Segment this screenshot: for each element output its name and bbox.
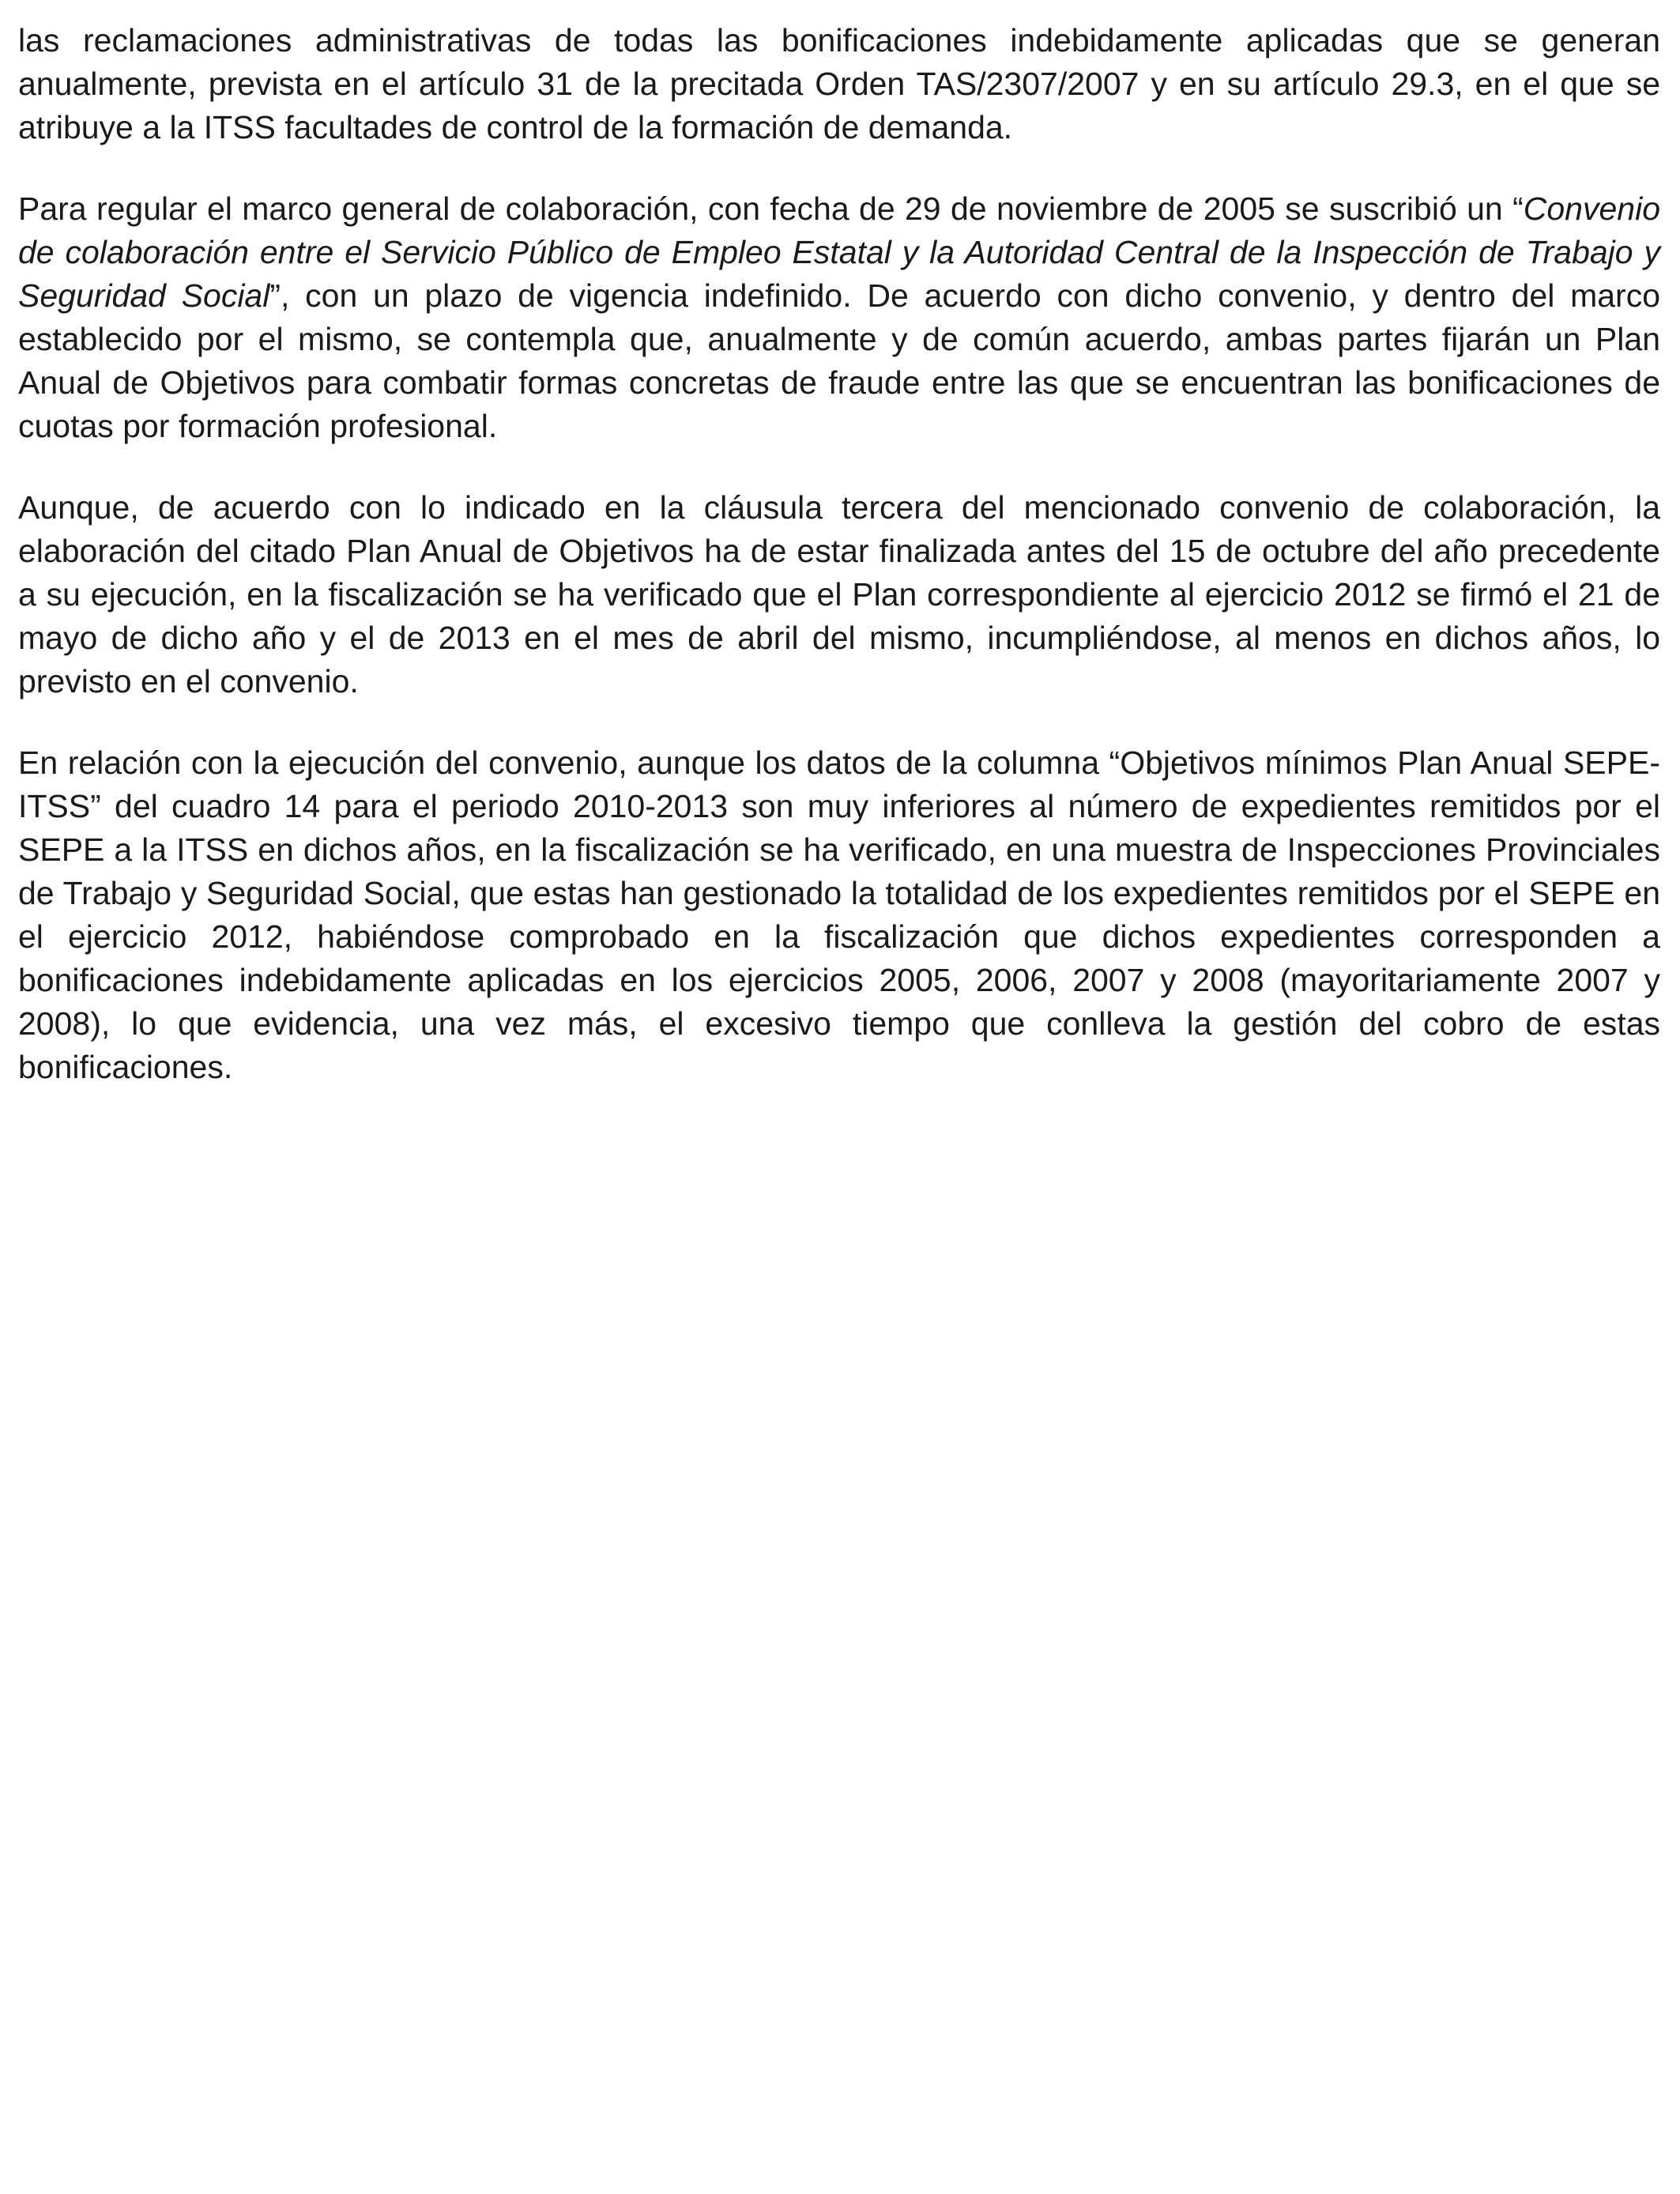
paragraph-ejecucion-convenio: En relación con la ejecución del convenio, aunque los datos de la columna “Objetivos mínimos Plan Anual SEPE-ITSS” del cuadro 14 para el periodo 2010-2013 son muy inferiores al número de expedientes remitidos por el SEPE a la ITSS en dichos años, en la fiscalización se ha verificado, en una muestra de Inspecciones Provinciales de Trabajo y Seguridad Social, que estas han gestionado la totalidad de los expedientes remitidos por el SEPE en el ejercicio 2012, habiéndose comprobado en la fiscalización que dichos expedientes corresponden a bonificaciones indebidamente aplicadas en los ejercicios 2005, 2006, 2007 y 2008 (mayoritariamente 2007 y 2008), lo que evidencia, una vez más, el excesivo tiempo que conlleva la gestión del cobro de estas bonificaciones. (18, 745, 1660, 1085)
paragraph-convenio-rest: ”, con un plazo de vigencia indefinido. De acuerdo con dicho convenio, y dentro del marco establecido por el mismo, se contempla que, anualmente y de común acuerdo, ambas partes fijarán un Plan Anual de Objetivos para combatir formas concretas de fraude entre las que se encuentran las bonificaciones de cuotas por formación profesional. (18, 277, 1660, 444)
document-page (18, 19, 1660, 1127)
paragraph-convenio-intro: Para regular el marco general de colaboración, con fecha de 29 de noviembre de 2005 se suscribió un “ (18, 190, 1524, 227)
paragraph-reclamaciones: las reclamaciones administrativas de todas las bonificaciones indebidamente aplicadas que se generan anualmente, prevista en el artículo 31 de la precitada Orden TAS/2307/2007 y en su artículo 29.3, en el que se atribuye a la ITSS facultades de control de la formación de demanda. (18, 22, 1660, 145)
paragraph-plan-anual: Aunque, de acuerdo con lo indicado en la cláusula tercera del mencionado convenio de colaboración, la elaboración del citado Plan Anual de Objetivos ha de estar finalizada antes del 15 de octubre del año precedente a su ejecución, en la fiscalización se ha verificado que el Plan correspondiente al ejercicio 2012 se firmó el 21 de mayo de dicho año y el de 2013 en el mes de abril del mismo, incumpliéndose, al menos en dichos años, lo previsto en el convenio. (18, 489, 1660, 699)
paragraph-convenio (18, 187, 1660, 448)
convenio-title: Convenio de colaboración entre el Servicio Público de Empleo Estatal y la Autoridad Central de la Inspección de Trabajo y Seguridad Social (18, 190, 1660, 314)
